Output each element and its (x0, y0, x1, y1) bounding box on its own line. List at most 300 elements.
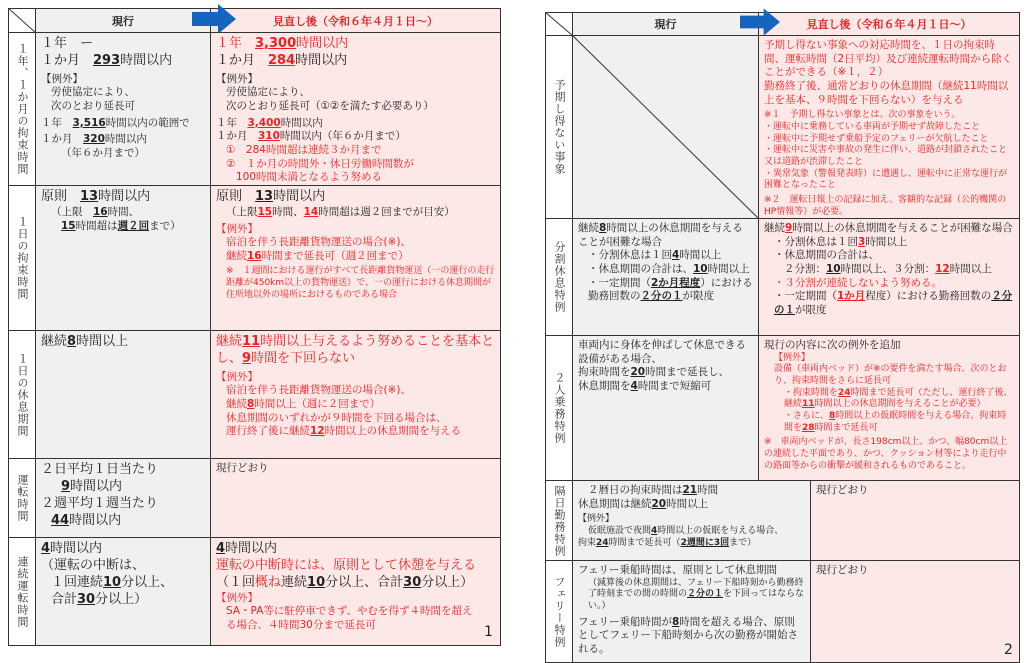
header-current-label: 現行 (112, 14, 134, 28)
text-segment: （１回 (216, 574, 256, 590)
text-segment: 休息期間は継続 (578, 497, 652, 510)
emphasized-value: 3,516 (72, 116, 106, 129)
current-rule-cell (35, 330, 211, 459)
row-label-text: ２人乗務特例 (553, 372, 566, 444)
text-segment: ・運転中に予期せず乗船予定のフェリーが欠航したこと (764, 133, 989, 144)
text-line (216, 73, 495, 87)
text-segment: ※ １週間における運行がすべて長距離貨物運送（一の運行の走行距離が450km以上の貨物運送）で、一の運行における休息期間が住所地以外の場所におけるものである場合 (226, 266, 495, 300)
emphasized-value: 13 (80, 189, 99, 204)
revised-rule-cell (758, 218, 1020, 336)
emphasized-value: 3,300 (255, 36, 297, 51)
page-number: 2 (1004, 642, 1013, 658)
text-segment: 継続 (41, 334, 68, 349)
row-label-text: １年、１か月の拘束時間 (16, 43, 29, 175)
text-line (216, 462, 495, 476)
text-segment: 時間まで延長可（ただし、運行終了後、継続 (784, 387, 1013, 410)
header-current (572, 12, 759, 36)
row-label (8, 330, 36, 459)
arrow-right-icon (192, 4, 236, 34)
current-rule-cell (572, 560, 811, 663)
text-line (578, 526, 805, 538)
text-line (216, 144, 495, 158)
row-label (545, 35, 573, 219)
text-line (578, 564, 805, 578)
text-segment: 時間以上の仮眠時間を与える場合、拘束時間を (784, 411, 1007, 433)
emphasized-value: 20 (651, 497, 667, 510)
row-label (8, 32, 36, 186)
row-label-text: 連続運転時間 (16, 555, 29, 628)
text-segment: ・休息期間の合計は、 (774, 249, 879, 262)
text-line (41, 334, 205, 351)
text-segment: 継続 (216, 334, 243, 349)
corner-cell (8, 8, 36, 33)
text-segment: 予期し得ない事象への対応時間を、１日の拘束時間、運転時間（2日平均）及び連続運転時間から除くことができる（※１，２） (764, 39, 1013, 79)
text-line (216, 384, 495, 398)
text-line (216, 412, 495, 426)
text-segment: 拘束 (578, 537, 597, 548)
text-segment: 宿泊を伴う長距離貨物運送の場合(※)、 (226, 236, 411, 249)
row-label (545, 560, 573, 663)
text-line (41, 73, 205, 87)
text-segment: 時間まで延長可（ (608, 537, 681, 548)
text-line (764, 169, 1014, 192)
emphasized-value: 15 (61, 219, 76, 232)
text-segment: フェリー乗船時間が (578, 615, 672, 628)
current-rule-cell (572, 335, 759, 481)
text-segment: 時間超は週２回までが目安） (318, 205, 455, 218)
text-segment: 時間以上の休息期間を与える (324, 425, 462, 438)
text-segment: 現行どおり (216, 462, 269, 474)
current-rule-cell (35, 32, 211, 186)
text-line (578, 484, 805, 498)
text-line (41, 592, 205, 609)
text-segment: 時間以内 (273, 189, 326, 204)
emphasized-value: 293 (93, 52, 121, 68)
text-line (578, 498, 805, 512)
text-segment: 拘束時間を (578, 366, 631, 379)
text-segment: 【例外】 (774, 352, 811, 363)
text-segment: 時間以上の休息期間を与えることが困難な場合 (578, 222, 743, 248)
emphasized-value: 8 (829, 411, 836, 422)
text-line (41, 147, 205, 161)
text-segment: ２分割： (784, 262, 826, 275)
row-label-text: 分割休息特例 (553, 241, 566, 313)
text-segment: まで） (149, 219, 181, 232)
emphasized-value: 30 (77, 591, 96, 607)
text-segment: 時間以上、３分割： (840, 262, 936, 275)
text-segment: 分以上、 (121, 574, 174, 590)
text-segment: 【例外】 (216, 591, 258, 604)
text-segment: ・一定期間（ (774, 290, 837, 303)
header-new-label: 見直し後（令和６年４月１日～） (273, 14, 438, 28)
text-line (216, 158, 495, 172)
text-segment: 宿泊を伴う長距離貨物運送の場合(※)、 (226, 384, 411, 397)
text-line (216, 250, 495, 264)
text-line (578, 222, 753, 249)
text-segment: ・一定期間（ (588, 276, 651, 289)
text-segment: 時間、 (272, 205, 304, 218)
text-segment: （運転の中断は、 (41, 557, 146, 573)
text-segment: 原則 (41, 189, 81, 204)
row-label-text: 運転時間 (16, 474, 29, 522)
revised-rule-cell (210, 458, 501, 538)
text-line (216, 575, 476, 592)
text-segment: 時間超は (75, 219, 118, 232)
text-segment: １回連続 (51, 574, 104, 590)
text-segment: 時間以上 (949, 262, 992, 275)
text-segment: 休息期間のいずれかが９時間を下回る場合は、 (226, 411, 447, 424)
text-segment: 100時間未満となるよう努める (236, 171, 383, 184)
emphasized-value: 9 (242, 350, 252, 366)
text-segment: ① 284時間超は連続３か月まで (226, 143, 382, 156)
text-line (216, 206, 495, 220)
text-segment: 【例外】 (216, 222, 258, 235)
text-segment: 時間、 (107, 205, 140, 218)
text-segment: 時間以上 (76, 334, 129, 349)
text-line (41, 220, 205, 234)
text-segment: 次のとおり延長可 (51, 100, 135, 113)
emphasized-value: 1か月 (837, 290, 866, 303)
text-line (216, 53, 495, 70)
text-segment: （上限 (51, 205, 93, 218)
current-rule-cell (35, 537, 211, 646)
text-segment: １年 (216, 116, 248, 129)
text-segment: 時間以上 (666, 497, 709, 510)
text-segment: 時間まで延長可 (814, 422, 878, 433)
text-line (216, 223, 495, 237)
text-line (764, 263, 1014, 277)
emphasized-value: 20 (630, 366, 646, 379)
text-segment: （上限 (226, 205, 258, 218)
text-segment: 車両内に身体を伸ばして休息できる設備がある場合、 (578, 339, 746, 365)
text-line (216, 236, 495, 250)
row-label (8, 537, 36, 646)
current-rule-cell (35, 458, 211, 538)
emphasized-value: ２分の１ (774, 290, 1013, 316)
row-label-text: 予期し得ない事象 (553, 79, 566, 175)
emphasized-value: 8 (671, 615, 680, 628)
text-line (216, 117, 495, 131)
text-line (41, 53, 205, 70)
text-segment: 時間以内 (225, 541, 278, 556)
text-segment: 時間以内 (98, 189, 151, 204)
text-segment: 休息期間を (578, 379, 631, 392)
revised-rule-cell (210, 185, 501, 331)
row-label-text: フェリー特例 (553, 575, 566, 648)
revised-rule-cell (210, 32, 501, 186)
text-segment: 時間まで延長可（週２回まで） (261, 249, 409, 262)
emphasized-value: 概ね (255, 574, 282, 590)
text-line (764, 145, 1014, 168)
emphasized-value: 8 (247, 398, 255, 411)
text-line (216, 266, 495, 301)
text-line (764, 339, 1014, 353)
emphasized-value: 310 (258, 130, 280, 143)
text-segment: 時間まで延長し、 (645, 366, 730, 379)
emphasized-value: ２分の１ (640, 290, 683, 303)
emphasized-value: 16 (247, 249, 262, 262)
text-segment: 時間以内 (70, 478, 123, 494)
text-segment: 継続 (764, 222, 785, 234)
row-label (545, 480, 573, 561)
emphasized-value: 10 (693, 262, 708, 275)
revised-rule-cell (810, 480, 1020, 561)
header-new (210, 8, 501, 33)
revised-rule-cell (758, 335, 1020, 481)
text-segment: 分以上） (95, 591, 148, 607)
text-line (41, 100, 205, 114)
text-line (216, 189, 495, 206)
text-line (41, 496, 205, 513)
text-line (578, 380, 753, 394)
text-segment: 仮眠施設で夜間 (588, 525, 652, 536)
emphasized-value: 16 (93, 205, 108, 218)
text-segment: ② １か月の時間外・休日労働時間数が (226, 157, 414, 170)
text-segment: 時間以内の範囲で (105, 116, 190, 129)
text-segment: 【例外】 (41, 72, 83, 85)
text-segment: 時間以上の休息期間を与えることが困難な場合 (792, 222, 1013, 234)
text-line (578, 578, 805, 613)
header-new-label: 見直し後（令和６年４月１日～） (806, 18, 972, 31)
text-line (578, 366, 753, 380)
emphasized-value: 12 (935, 262, 950, 275)
row-label-text: １日の拘束時間 (16, 216, 29, 300)
text-segment: 時間を超える場合、原則としてフェリー下船時刻から次の勤務が開始される。 (578, 615, 798, 655)
page-number: 1 (484, 624, 493, 640)
text-segment: 時間以上（週に２回まで） (254, 398, 381, 411)
text-segment: 分以上、合計 (325, 574, 404, 590)
emphasized-value: 28 (802, 422, 815, 433)
emphasized-value: 11 (242, 334, 261, 349)
emphasized-value: 10 (307, 574, 326, 590)
text-segment: 時間まで短縮可 (637, 379, 712, 392)
text-line (41, 541, 205, 558)
text-line (764, 353, 1014, 365)
text-segment: 程度）における勤務回数の (865, 290, 992, 303)
text-segment: ２暦日の拘束時間は (588, 484, 683, 496)
text-line (764, 249, 1014, 263)
current-rule-cell (35, 185, 211, 331)
text-segment: フェリー乗船時間は、原則として休息期間 (578, 564, 777, 576)
emphasized-value: 2か月程度 (651, 276, 701, 289)
text-segment: まで） (729, 537, 757, 548)
text-line (216, 541, 476, 558)
text-line (764, 236, 1014, 250)
text-line (216, 130, 495, 144)
text-segment: ※１ 予期し得ない事象とは、次の事象をいう。 (764, 110, 961, 121)
emphasized-value: 4 (630, 379, 638, 392)
emphasized-value: 2週間に3回 (680, 537, 730, 548)
row-label-text: １日の休息期間 (16, 352, 29, 437)
text-line (41, 513, 205, 530)
emphasized-value: 3,400 (247, 116, 281, 129)
text-line (578, 616, 805, 657)
text-segment: ）における勤務回数の (588, 276, 753, 303)
emphasized-value: 11 (802, 399, 815, 410)
text-segment: １年 (41, 116, 73, 129)
emphasized-value: 4 (651, 525, 658, 536)
text-line (216, 605, 476, 632)
text-line (578, 249, 753, 263)
text-segment: 時間以内 (50, 541, 103, 556)
text-segment: 時間以内 (280, 116, 323, 129)
text-segment: ・拘束時間を (784, 387, 839, 398)
text-line (41, 479, 205, 496)
current-rule-cell (572, 480, 811, 561)
emphasized-value: 44 (51, 512, 70, 528)
text-segment: 現行どおり (816, 564, 869, 576)
header-current (35, 8, 211, 33)
text-line (216, 86, 495, 100)
revised-rule-cell (810, 560, 1020, 663)
text-segment: 時間以上 (707, 262, 750, 275)
text-line (41, 86, 205, 100)
text-line (41, 558, 205, 575)
text-line (41, 206, 205, 220)
text-line (41, 133, 205, 147)
text-line (764, 364, 1014, 387)
text-segment: 次のとおり延長可（①②を満たす必要あり） (226, 100, 434, 113)
text-segment: １か月 (41, 133, 83, 146)
text-segment: 勤務終了後、通常どおりの休息期間（継続11時間以上を基本、９時間を下回らない）を与える (764, 79, 1009, 106)
current-rule-cell (572, 218, 759, 336)
current-rule-cell (572, 35, 759, 219)
text-segment: 現行どおり (816, 484, 869, 496)
text-segment: 労使協定により、 (51, 86, 135, 99)
text-segment: 現行の内容に次の例外を追加 (764, 339, 901, 351)
row-label (545, 335, 573, 481)
text-line (764, 277, 1014, 291)
text-line (764, 411, 1014, 434)
text-segment: ※ 車両内ベッドが、長さ198cm以上、かつ、幅80cm以上の連続した平面であり、かつ、クッション材等により走行中の路面等からの衝撃が緩和されるものであること。 (764, 437, 1008, 471)
emphasized-value: 284 (268, 52, 296, 68)
text-segment: ・異常気象（警報発表時）に遭遇し、運転中に正常な運行が困難となったこと (764, 168, 1008, 191)
text-segment: 【例外】 (216, 72, 258, 85)
text-line (764, 222, 1014, 236)
revised-rule-cell (210, 537, 501, 646)
text-segment: 【例外】 (216, 370, 258, 383)
text-line (764, 134, 1014, 146)
text-segment: １か月 (216, 52, 269, 68)
text-segment: 時間以内（年６か月まで） (279, 130, 406, 143)
text-line (216, 36, 495, 53)
emphasized-value: 24 (596, 537, 609, 548)
text-segment: 時間以内 (296, 36, 349, 51)
text-line (41, 189, 205, 206)
text-segment: ・休息期間の合計は、 (588, 262, 693, 275)
text-line (578, 277, 753, 304)
row-label (8, 458, 36, 538)
text-segment: 運行終了後に継続 (226, 425, 310, 438)
text-line (578, 263, 753, 277)
text-line (764, 80, 1014, 107)
emphasized-value: 週２回 (117, 219, 150, 232)
text-line (216, 558, 476, 575)
emphasized-value: 10 (826, 262, 841, 275)
text-segment: ２週平均１週当たり (41, 495, 159, 511)
text-line (41, 462, 205, 479)
emphasized-value: 8 (67, 334, 77, 349)
text-segment: 時間 (697, 484, 719, 496)
text-segment: ・運転中に災害や事故の発生に伴い、道路が封鎖されたこと又は道路が渋滞したこと (764, 145, 1008, 167)
text-line (764, 195, 1014, 218)
text-segment: 時間以内 (295, 52, 348, 68)
text-line (216, 334, 495, 368)
text-line (578, 514, 805, 526)
text-segment: ・分割休息は１回 (588, 249, 672, 262)
emphasized-value: 9 (785, 222, 793, 234)
text-line (41, 36, 205, 53)
emphasized-value: 4 (41, 541, 51, 556)
emphasized-value: 320 (83, 133, 105, 146)
text-line (41, 117, 205, 131)
text-segment: 時間以内 (104, 133, 147, 146)
header-new (758, 12, 1020, 36)
text-segment: 時間以上与えるよう努めることを基本とし、 (216, 334, 495, 366)
emphasized-value: 30 (403, 574, 422, 590)
emphasized-value: 13 (255, 189, 274, 204)
revised-rule-cell (758, 35, 1020, 219)
emphasized-value: ２分の１ (687, 589, 724, 600)
revised-rule-cell (210, 330, 501, 459)
text-segment: （減算後の休息期間は、フェリー下船時刻から勤務終了時刻までの間の時間の (588, 577, 804, 600)
text-segment: ２日平均１日当たり (41, 462, 159, 477)
text-line (578, 339, 753, 366)
emphasized-value: 4 (672, 249, 680, 262)
text-segment: 【例外】 (578, 514, 615, 525)
text-line (764, 437, 1014, 472)
text-segment: （年６か月まで） (61, 146, 145, 159)
text-segment: 設備（車両内ベッド）が※の要件を満たす場合、次のとおり、拘束時間をさらに延長可 (774, 364, 1007, 387)
text-segment: ※２ 運転日報上の記録に加え、客観的な記録（公的機関のHP情報等）が必要。 (764, 195, 1007, 217)
text-line (764, 290, 1014, 317)
emphasized-value: 8 (599, 222, 607, 234)
text-line (41, 575, 205, 592)
text-segment: が限度 (795, 303, 827, 316)
text-segment: 労使協定により、 (226, 86, 310, 99)
text-line (216, 171, 495, 185)
text-segment: 継続 (226, 398, 247, 411)
text-segment: 時間以上の仮眠を与える場合、 (657, 525, 784, 536)
text-segment: 継続 (578, 222, 599, 234)
text-segment: １か月 (41, 52, 94, 68)
text-segment: １年 (216, 36, 256, 51)
text-line (764, 122, 1014, 134)
text-line (816, 484, 1014, 498)
text-segment: 時間以上の休息期間を与えることが必要） (814, 399, 986, 410)
emphasized-value: 3 (858, 235, 866, 248)
text-line (216, 592, 476, 606)
text-line (216, 425, 495, 439)
text-line (578, 538, 805, 550)
text-segment: 継続 (226, 249, 247, 262)
text-segment: 分以上） (421, 574, 474, 590)
text-line (216, 398, 495, 412)
text-segment: SA・PA等に駐停車できず、やむを得ず４時間を超える場合、４時間30分まで延長可 (226, 605, 473, 631)
text-segment: を下回ってはならない。） (588, 589, 805, 612)
text-segment: 連続 (281, 574, 308, 590)
text-segment: 時間を下回らない (251, 350, 356, 366)
row-label (8, 185, 36, 331)
emphasized-value: 15 (257, 205, 273, 218)
row-label (545, 218, 573, 336)
text-segment: 時間以内 (69, 512, 122, 528)
corner-cell (545, 12, 573, 36)
emphasized-value: 24 (838, 387, 851, 398)
emphasized-value: 10 (103, 574, 122, 590)
text-segment: １か月 (216, 130, 258, 143)
emphasized-value: 4 (216, 541, 226, 556)
